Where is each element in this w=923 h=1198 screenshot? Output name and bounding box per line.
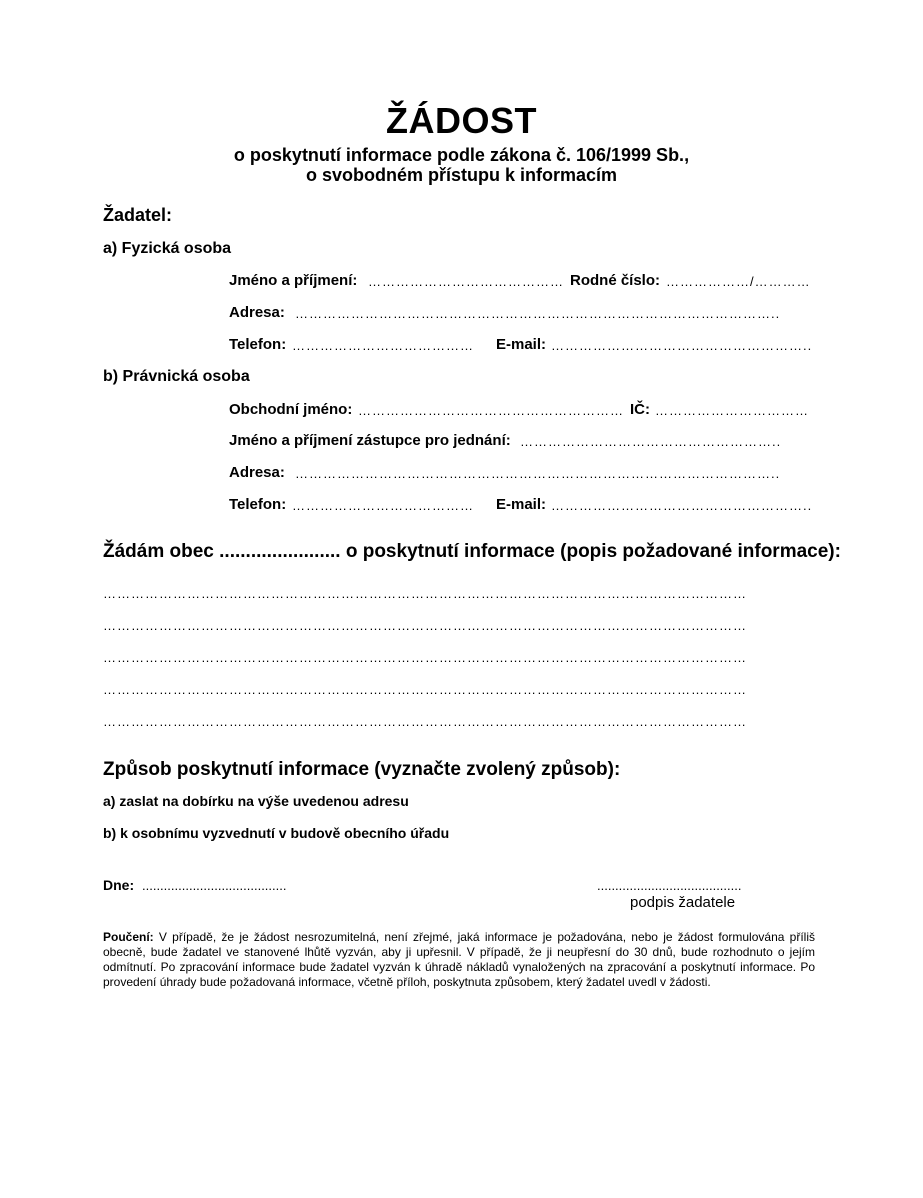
request-line-2[interactable]: ………………………………………………………………………………………………………………………… (103, 618, 747, 633)
birth-number-field[interactable]: ………………/………… (666, 274, 811, 289)
notice-label: Poučení: (103, 930, 154, 944)
company-name-field[interactable]: ………………………………………………… (358, 403, 624, 418)
request-line-5[interactable]: ………………………………………………………………………………………………………………………… (103, 714, 747, 729)
notice-text: V případě, že je žádost nesrozumitelná, není zřejmé, jaká informace je požadována, nebo je žádost formulována příliš obecně, bude žadatel ve stanovené lhůtě vyzván, aby ji upřesnil. V případě, že ji neupřesní do 30 dnů, bude rozhodnuto o jejím odmítnutí. Po zpracování informace bude žadatel vyzván k úhradě nákladů vynaložených na zpracování a poskytnutí informace. Po provedení úhrady bude požadovaná informace, včetně příloh, poskytnuta způsobem, který žadatel uvedl v žádosti. (103, 930, 815, 989)
legal-address-label: Adresa: (229, 464, 285, 481)
applicant-heading: Žadatel: (103, 205, 173, 225)
company-name-label: Obchodní jméno: (229, 401, 353, 418)
document-title: ŽÁDOST (386, 100, 537, 141)
signature-field[interactable]: ........................................ (597, 878, 742, 893)
notice-paragraph (103, 930, 815, 990)
request-line-1[interactable]: ………………………………………………………………………………………………………………………… (103, 586, 747, 601)
request-line-4[interactable]: ………………………………………………………………………………………………………………………… (103, 682, 747, 697)
delivery-option-b[interactable]: b) k osobnímu vyzvednutí v budově obecního úřadu (103, 825, 450, 841)
date-field[interactable]: ........................................ (142, 878, 287, 893)
request-heading: Žádám obec ....................... o poskytnutí informace (popis požadované informace): (103, 541, 841, 562)
delivery-option-a[interactable]: a) zaslat na dobírku na výše uvedenou adresu (103, 793, 409, 809)
legal-email-label: E-mail: (496, 496, 547, 513)
legal-person-heading: b) Právnická osoba (103, 368, 250, 385)
address-field[interactable]: ………………………………………………………………………………………….. (295, 306, 781, 321)
legal-address-field[interactable]: ………………………………………………………………………………………….. (295, 466, 781, 481)
subtitle-line-2: o svobodném přístupu k informacím (305, 165, 618, 185)
legal-phone-field[interactable]: ………………………………… (292, 498, 474, 513)
natural-person-heading: a) Fyzická osoba (103, 240, 232, 257)
delivery-heading: Způsob poskytnutí informace (vyznačte zvolený způsob): (103, 759, 621, 780)
legal-phone-label: Telefon: (229, 496, 287, 513)
representative-field[interactable]: ……………………………………………….. (520, 434, 782, 449)
name-label: Jméno a příjmení: (229, 272, 358, 289)
phone-label: Telefon: (229, 336, 287, 353)
subtitle-line-1: o poskytnutí informace podle zákona č. 106/1999 Sb., (233, 145, 690, 165)
date-label: Dne: (103, 877, 135, 893)
phone-field[interactable]: ………………………………… (292, 338, 474, 353)
signature-caption: podpis žadatele (630, 894, 736, 911)
address-label: Adresa: (229, 304, 285, 321)
representative-label: Jméno a příjmení zástupce pro jednání: (229, 432, 511, 449)
email-label: E-mail: (496, 336, 547, 353)
name-field[interactable]: …………………………………… (368, 274, 564, 289)
ico-label: IČ: (630, 401, 650, 418)
ico-field[interactable]: …………………………… (655, 403, 809, 418)
email-field[interactable]: ……………………………………………….. (551, 338, 813, 353)
birth-number-label: Rodné číslo: (570, 272, 661, 289)
legal-email-field[interactable]: ……………………………………………….. (551, 498, 813, 513)
request-line-3[interactable]: ………………………………………………………………………………………………………………………… (103, 650, 747, 665)
